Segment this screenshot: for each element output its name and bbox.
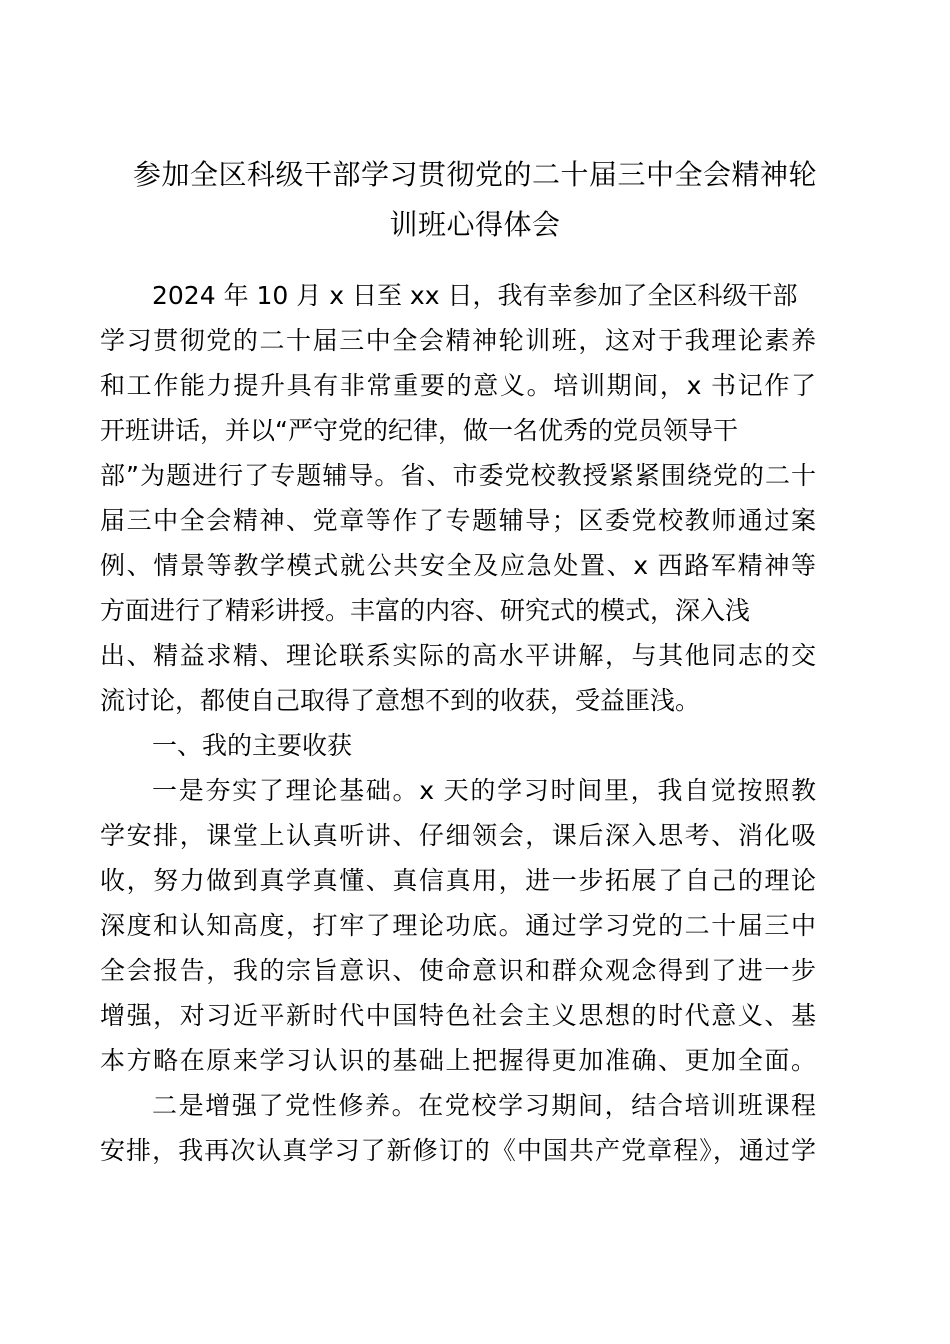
body-line-17: 增强，对习近平新时代中国特色社会主义思想的时代意义、基: [100, 1001, 816, 1030]
body-line-10: 流讨论，都使自己取得了意想不到的收获，受益匪浅。: [100, 686, 701, 715]
body-line-20: 安排，我再次认真学习了新修订的《中国共产党章程》，通过学: [100, 1136, 816, 1165]
body-line-7: 例、情景等教学模式就公共安全及应急处置、x 西路军精神等: [100, 551, 816, 580]
title-line-1: 参加全区科级干部学习贯彻党的二十届三中全会精神轮: [132, 158, 817, 191]
document-title: [100, 150, 850, 250]
body-line-12: 一是夯实了理论基础。x 天的学习时间里，我自觉按照教: [152, 776, 816, 805]
body-line-8: 方面进行了精彩讲授。丰富的内容、研究式的模式，深入浅: [100, 596, 751, 625]
body-line-16: 全会报告，我的宗旨意识、使命意识和群众观念得到了进一步: [100, 956, 816, 985]
body-line-9: 出、精益求精、理论联系实际的高水平讲解，与其他同志的交: [100, 641, 816, 670]
title-line-2: 训班心得体会: [389, 208, 561, 241]
section-heading: 一、我的主要收获: [152, 731, 353, 760]
body-line-18: 本方略在原来学习认识的基础上把握得更加准确、更加全面。: [100, 1046, 816, 1075]
body-line-5: 部”为题进行了专题辅导。省、市委党校教授紧紧围绕党的二十: [100, 461, 816, 490]
body-line-3: 和工作能力提升具有非常重要的意义。培训期间，x 书记作了: [100, 371, 816, 400]
body-line-2: 学习贯彻党的二十届三中全会精神轮训班，这对于我理论素养: [100, 326, 816, 355]
body-line-14: 收，努力做到真学真懂、真信真用，进一步拓展了自己的理论: [100, 866, 816, 895]
body-line-6: 届三中全会精神、党章等作了专题辅导；区委党校教师通过案: [100, 506, 816, 535]
body-line-4: 开班讲话，并以“严守党的纪律，做一名优秀的党员领导干: [100, 416, 738, 445]
body-line-19: 二是增强了党性修养。在党校学习期间，结合培训班课程: [152, 1091, 816, 1120]
body-line-1: 2024 年 10 月 x 日至 xx 日，我有幸参加了全区科级干部: [152, 281, 798, 310]
body-line-13: 学安排，课堂上认真听讲、仔细领会，课后深入思考、消化吸: [100, 821, 816, 850]
body-line-15: 深度和认知高度，打牢了理论功底。通过学习党的二十届三中: [100, 911, 816, 940]
